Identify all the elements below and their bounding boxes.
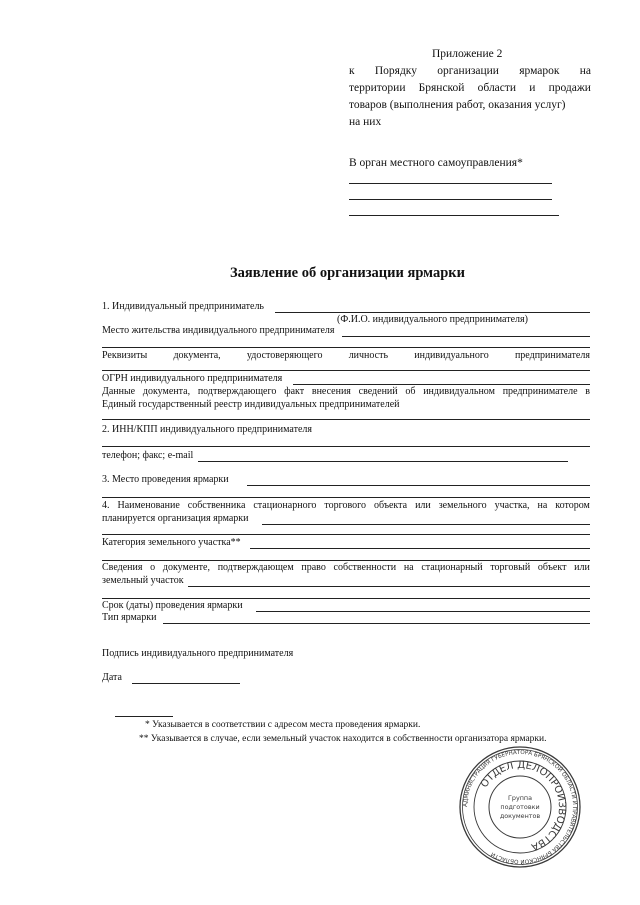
appendix-line-2 xyxy=(349,63,591,79)
type-label: Тип ярмарки xyxy=(102,612,157,623)
stamp-center-line-3: документов xyxy=(499,812,541,820)
egrip-word: сведений xyxy=(358,386,398,397)
ownership-word: собственности xyxy=(333,562,397,573)
egrip-word: факт xyxy=(284,386,305,397)
egrip-word: Данные xyxy=(102,386,136,397)
egrip-line[interactable] xyxy=(102,419,590,420)
residence-label: Место жительства индивидуального предпринимателя xyxy=(102,325,335,336)
egrip-word: индивидуальном xyxy=(423,386,495,397)
place-label: 3. Место проведения ярмарки xyxy=(102,474,229,485)
date-line[interactable] xyxy=(132,683,240,684)
appendix-number: Приложение 2 xyxy=(432,48,503,60)
land-category-label: Категория земельного участка** xyxy=(102,537,241,548)
appendix-line-4: товаров (выполнения работ, оказания услуг) xyxy=(349,99,566,111)
ownership-line-1 xyxy=(102,561,590,575)
ownership-word: право xyxy=(301,562,326,573)
stamp-middle-textpath: ОТДЕЛ ДЕЛОПРОИЗВОДСТВА xyxy=(479,759,568,853)
ownership-line[interactable] xyxy=(188,586,590,587)
ownership-word: подтверждающем xyxy=(217,562,294,573)
stamp-outer-textpath: АДМИНИСТРАЦИЯ ГУБЕРНАТОРА БРЯНСКОЙ ОБЛАСТИ И ПРАВИТЕЛЬСТВА БРЯНСКОЙ ОБЛАСТИ xyxy=(462,749,578,865)
egrip-word: документа, xyxy=(142,386,191,397)
requisites-word: личность xyxy=(348,350,389,361)
place-line[interactable] xyxy=(247,485,590,486)
appendix-word: области xyxy=(477,82,517,94)
footnote-2: ** Указывается в случае, если земельный участок находится в собственности организатора ярмарки. xyxy=(139,734,547,744)
ip-name-hint: (Ф.И.О. индивидуального предпринимателя) xyxy=(337,314,528,325)
addressee-label: В орган местного самоуправления* xyxy=(349,157,523,169)
residence-line[interactable] xyxy=(342,336,590,337)
stamp-graphic xyxy=(458,745,582,869)
appendix-word: территории xyxy=(349,82,406,94)
stamp-center-line-2: подготовки xyxy=(500,803,540,811)
ownership-line-2: земельный участок xyxy=(102,575,184,586)
addressee-line[interactable] xyxy=(349,215,559,216)
owner-word: Наименование xyxy=(117,500,180,511)
owner-word: на xyxy=(537,500,548,511)
requisites-label xyxy=(102,349,590,363)
owner-line[interactable] xyxy=(262,524,590,525)
residence-line[interactable] xyxy=(102,347,590,348)
ownership-word: или xyxy=(574,562,590,573)
date-label: Дата xyxy=(102,672,122,683)
appendix-line-5: на них xyxy=(349,116,382,128)
stamp-center-line-1: Группа xyxy=(507,794,533,802)
owner-word: участка, xyxy=(494,500,530,511)
owner-word: торгового xyxy=(324,500,367,511)
egrip-word: внесения xyxy=(311,386,351,397)
owner-line-2: планируется организация ярмарки xyxy=(102,513,249,524)
appendix-word: Брянской xyxy=(418,82,465,94)
owner-word: земельного xyxy=(438,500,487,511)
egrip-word: в xyxy=(585,386,590,397)
land-category-line[interactable] xyxy=(250,548,590,549)
requisites-line[interactable] xyxy=(102,370,590,371)
ownership-word: объект xyxy=(537,562,567,573)
egrip-word: об xyxy=(405,386,416,397)
appendix-word: организации xyxy=(437,65,499,77)
owner-word: стационарного xyxy=(253,500,317,511)
ownership-word: стационарный xyxy=(421,562,483,573)
owner-word: собственника xyxy=(187,500,246,511)
place-line[interactable] xyxy=(102,497,590,498)
owner-word: или xyxy=(415,500,431,511)
ogrn-label: ОГРН индивидуального предпринимателя xyxy=(102,373,283,384)
signature-label: Подпись индивидуального предпринимателя xyxy=(102,648,294,659)
addressee-line[interactable] xyxy=(349,183,552,184)
ownership-word: на xyxy=(403,562,414,573)
addressee-line[interactable] xyxy=(349,199,552,200)
ownership-word: Сведения xyxy=(102,562,143,573)
appendix-word: продажи xyxy=(548,82,591,94)
egrip-line-2: Единый государственный реестр индивидуальных предпринимателей xyxy=(102,399,400,410)
term-line[interactable] xyxy=(256,611,590,612)
egrip-word: предпринимателе xyxy=(502,386,578,397)
requisites-word: Реквизиты xyxy=(102,350,148,361)
appendix-word: и xyxy=(529,82,536,94)
appendix-line-3 xyxy=(349,80,591,96)
department-stamp xyxy=(458,745,582,869)
ownership-word: документе, xyxy=(162,562,210,573)
owner-word: котором xyxy=(555,500,590,511)
contacts-label: телефон; факс; e-mail xyxy=(102,450,194,461)
appendix-word: Порядку xyxy=(374,65,417,77)
inn-label: 2. ИНН/КПП индивидуального предпринимателя xyxy=(102,424,312,435)
type-line[interactable] xyxy=(163,623,590,624)
footnote-separator xyxy=(115,716,173,717)
egrip-word: подтверждающего xyxy=(197,386,277,397)
inn-line[interactable] xyxy=(102,446,590,447)
ownership-word: о xyxy=(150,562,156,573)
requisites-word: документа, xyxy=(173,350,221,361)
appendix-word: к xyxy=(349,65,355,77)
appendix-word: ярмарок xyxy=(519,65,560,77)
appendix-word: на xyxy=(579,65,591,77)
term-label: Срок (даты) проведения ярмарки xyxy=(102,600,243,611)
contacts-line[interactable] xyxy=(198,461,568,462)
footnote-1: * Указывается в соответствии с адресом места проведения ярмарки. xyxy=(145,720,421,730)
requisites-word: удостоверяющего xyxy=(246,350,323,361)
egrip-line-1 xyxy=(102,385,590,399)
requisites-word: предпринимателя xyxy=(514,350,590,361)
owner-word: 4. xyxy=(102,500,110,511)
ip-name-label: 1. Индивидуальный предприниматель xyxy=(102,301,264,312)
ownership-word: торговый xyxy=(490,562,531,573)
requisites-word: индивидуального xyxy=(414,350,489,361)
owner-line[interactable] xyxy=(102,534,590,535)
owner-word: объекта xyxy=(373,500,408,511)
owner-line-1 xyxy=(102,499,590,513)
document-title: Заявление об организации ярмарки xyxy=(230,265,465,281)
